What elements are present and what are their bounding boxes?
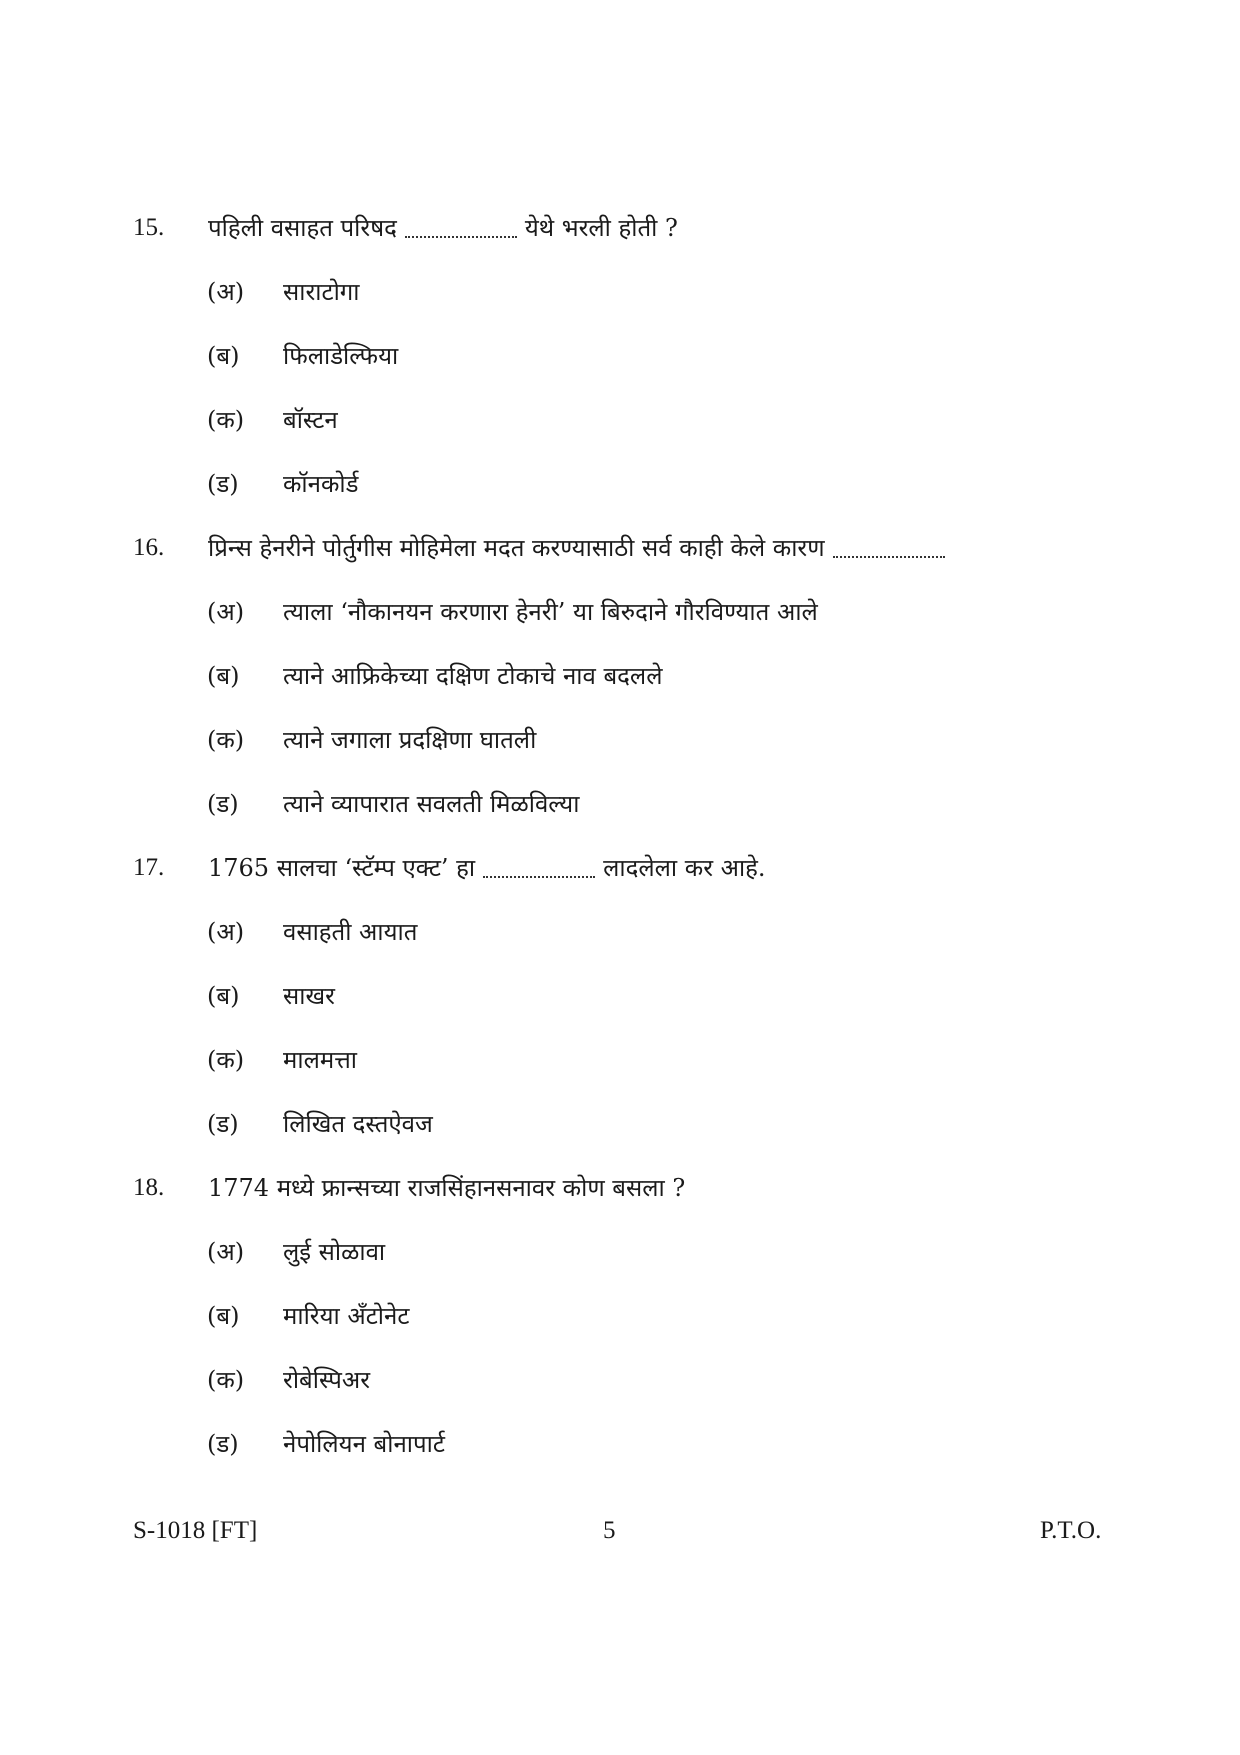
question-number: 15. bbox=[133, 214, 165, 241]
option-text: त्याने व्यापारात सवलती मिळविल्या bbox=[283, 790, 580, 818]
option-text: बॉस्टन bbox=[283, 406, 338, 434]
question-number: 17. bbox=[133, 854, 165, 881]
fill-blank bbox=[483, 862, 595, 878]
option-text: साखर bbox=[283, 982, 335, 1010]
option-label: (क) bbox=[207, 726, 245, 754]
option-text: त्याने जगाला प्रदक्षिणा घातली bbox=[283, 726, 537, 754]
option-text: लिखित दस्तऐवज bbox=[283, 1110, 433, 1138]
option-text: रोबेस्पिअर bbox=[283, 1366, 371, 1394]
option-label: (क) bbox=[207, 406, 245, 434]
option-label: (ड) bbox=[207, 470, 239, 498]
option-label: (ड) bbox=[207, 1430, 239, 1458]
option-label: (क) bbox=[207, 1046, 245, 1074]
question-text bbox=[208, 533, 953, 563]
option-label: (अ) bbox=[207, 598, 245, 626]
option-label: (अ) bbox=[207, 918, 245, 946]
option-text: फिलाडेल्फिया bbox=[283, 342, 399, 370]
question-text-before: 1765 सालचा ‘स्टॅम्प एक्ट’ हा bbox=[208, 854, 476, 882]
option-label: (अ) bbox=[207, 278, 245, 306]
option-label: (ब) bbox=[207, 1302, 240, 1330]
option-text: कॉनकोर्ड bbox=[283, 470, 359, 498]
option-label: (अ) bbox=[207, 1238, 245, 1266]
option-label: (ब) bbox=[207, 662, 240, 690]
option-text: लुई सोळावा bbox=[283, 1238, 386, 1266]
option-text: त्याला ‘नौकानयन करणारा हेनरी’ या बिरुदाने गौरविण्यात आले bbox=[283, 598, 818, 626]
fill-blank bbox=[833, 542, 945, 558]
option-text: त्याने आफ्रिकेच्या दक्षिण टोकाचे नाव बदलले bbox=[283, 662, 663, 690]
question-text bbox=[208, 1173, 685, 1203]
option-text: मालमत्ता bbox=[283, 1046, 357, 1074]
option-label: (ड) bbox=[207, 790, 239, 818]
option-text: मारिया अँटोनेट bbox=[283, 1302, 410, 1330]
option-text: साराटोगा bbox=[283, 278, 360, 306]
option-label: (ड) bbox=[207, 1110, 239, 1138]
fill-blank bbox=[405, 222, 517, 238]
question-text-before: पहिली वसाहत परिषद bbox=[208, 214, 397, 242]
question-text-before: 1774 मध्ये फ्रान्सच्या राजसिंहानसनावर कोण बसला ? bbox=[208, 1174, 686, 1202]
page-number: 5 bbox=[603, 1517, 616, 1544]
question-number: 18. bbox=[133, 1174, 165, 1201]
question-text-after: लादलेला कर आहे. bbox=[603, 854, 766, 882]
question-text bbox=[208, 213, 678, 243]
option-label: (ब) bbox=[207, 342, 240, 370]
option-label: (क) bbox=[207, 1366, 245, 1394]
option-text: नेपोलियन बोनापार्ट bbox=[283, 1430, 445, 1458]
question-text-after: येथे भरली होती ? bbox=[524, 214, 678, 242]
pto-note: P.T.O. bbox=[1040, 1517, 1102, 1544]
option-text: वसाहती आयात bbox=[283, 918, 418, 946]
option-label: (ब) bbox=[207, 982, 240, 1010]
question-text-before: प्रिन्स हेनरीने पोर्तुगीस मोहिमेला मदत करण्यासाठी सर्व काही केले कारण bbox=[208, 534, 825, 562]
paper-code: S-1018 [FT] bbox=[133, 1517, 258, 1544]
question-text bbox=[208, 853, 766, 883]
question-number: 16. bbox=[133, 534, 165, 561]
